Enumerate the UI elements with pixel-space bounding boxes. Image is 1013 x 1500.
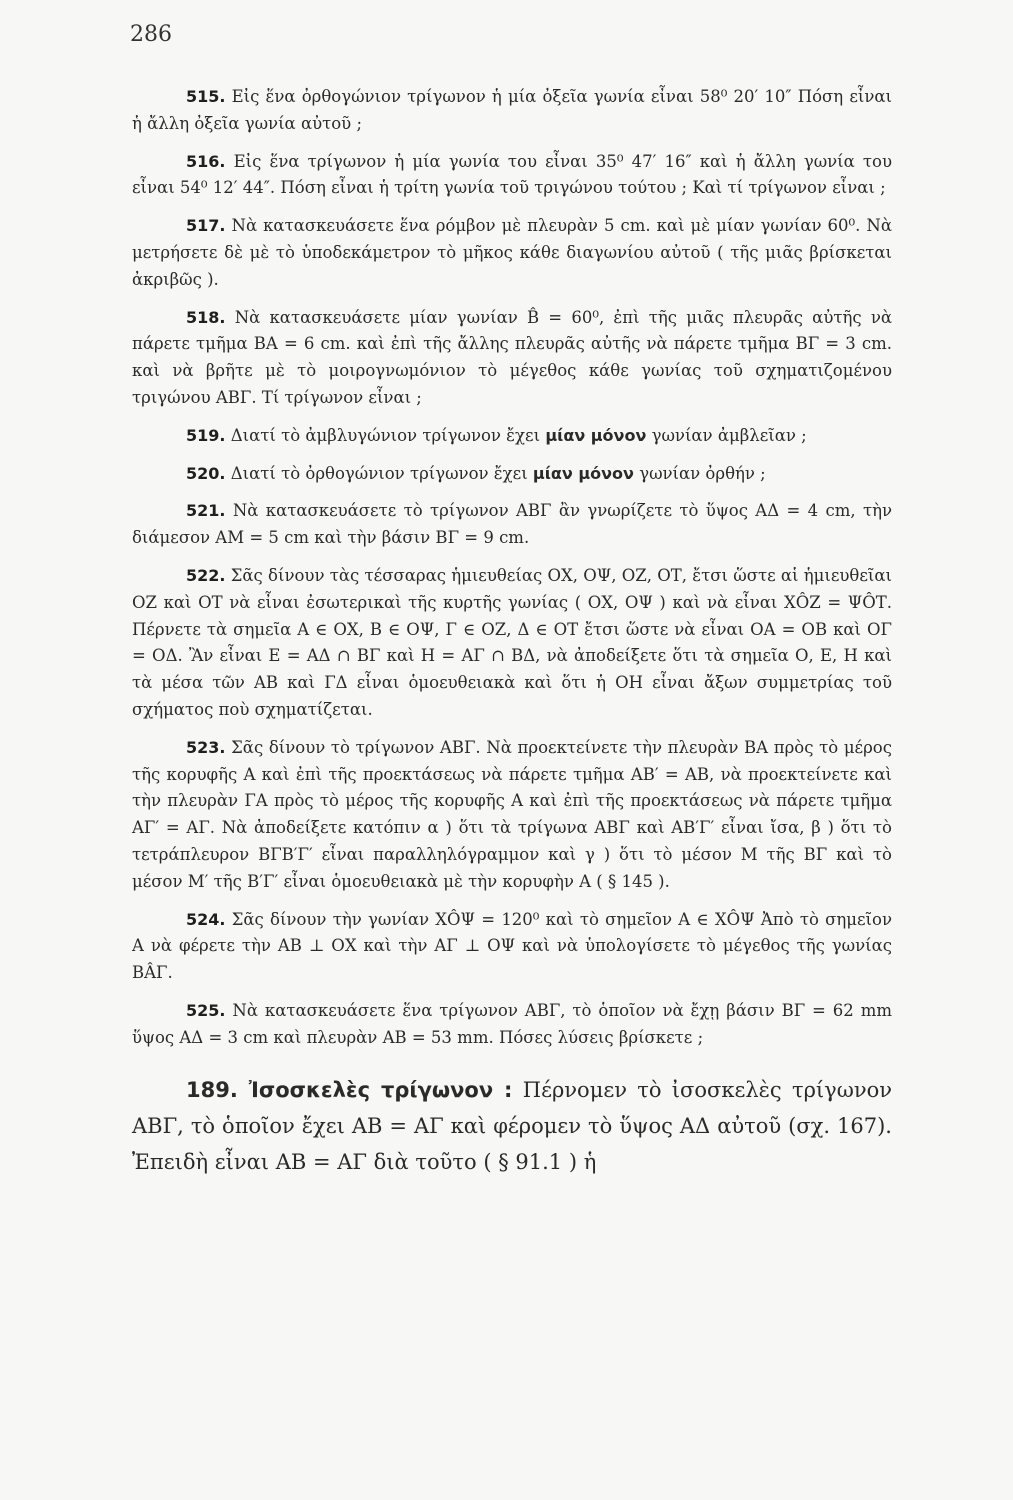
exercise-text: Σᾶς δίνουν τὸ τρίγωνον ΑΒΓ. Νὰ προεκτείνετε τὴν πλευρὰν ΒΑ πρὸς τὸ μέρος τῆς κορυφῆς Α καὶ ἐπὶ τῆς προεκτάσεως νὰ πάρετε τμῆμα ΑΒ′ = ΑΒ, νὰ προεκτείνετε καὶ τὴν πλευρὰν ΓΑ πρὸς τὸ μέρος τῆς κορυφῆς Α καὶ ἐπὶ τῆς προεκτάσεως νὰ πάρετε τμῆμα ΑΓ′ = ΑΓ. Νὰ ἀποδείξετε κατόπιν α ) ὅτι τὰ τρίγωνα ΑΒΓ καὶ ΑΒ′Γ′ εἶναι ἴσα, β ) ὅτι τὸ τετράπλευρον ΒΓΒ′Γ′ εἶναι παραλληλόγραμμον καὶ γ ) ὅτι τὸ μέσον Μ τῆς ΒΓ καὶ τὸ μέσον Μ′ τῆς Β′Γ′ εἶναι ὁμοευθειακὰ μὲ τὴν κορυφὴν Α ( § 145 ). bbox=[132, 737, 892, 891]
exercise-516 bbox=[132, 149, 892, 203]
exercise-522 bbox=[132, 563, 892, 724]
exercise-text: Νὰ κατασκευάσετε ἕνα τρίγωνον ΑΒΓ, τὸ ὁποῖον νὰ ἔχῃ βάσιν ΒΓ = 62 mm ὕψος ΑΔ = 3 cm καὶ πλευρὰν ΑΒ = 53 mm. Πόσες λύσεις βρίσκετε ; bbox=[132, 1000, 892, 1047]
exercise-517 bbox=[132, 213, 892, 293]
exercise-number: 524. bbox=[186, 909, 226, 929]
exercise-number: 515. bbox=[186, 87, 226, 106]
section-text: Πέρνομεν τὸ ἰσοσκελὲς τρίγωνον ΑΒΓ, τὸ ὁποῖον ἔχει ΑΒ = ΑΓ καὶ φέρομεν τὸ ὕψος ΑΔ αὐτοῦ (σχ. 167). Ἐπειδὴ εἶναι ΑΒ = ΑΓ διὰ τοῦτο ( § 91.1 ) ἡ bbox=[132, 1077, 892, 1174]
exercise-text: Νὰ κατασκευάσετε ἕνα ρόμβον μὲ πλευρὰν 5 cm. καὶ μὲ μίαν γωνίαν 60⁰. Νὰ μετρήσετε δὲ μὲ τὸ ὑποδεκάμετρον τὸ μῆκος κάθε διαγωνίου αὐτοῦ ( τῆς μιᾶς βρίσκεται ἀκριβῶς ). bbox=[132, 216, 892, 289]
exercise-text: γωνίαν ἀμβλεῖαν ; bbox=[651, 425, 807, 445]
exercise-524 bbox=[132, 907, 892, 987]
exercise-text: Εἰς ἕνα τρίγωνον ἡ μία γωνία του εἶναι 35⁰ 47′ 16″ καὶ ἡ ἄλλη γωνία του εἶναι 54⁰ 12′ 44″. Πόση εἶναι ἡ τρίτη γωνία τοῦ τριγώνου τούτου ; Καὶ τί τρίγωνον εἶναι ; bbox=[132, 151, 893, 198]
exercise-number: 523. bbox=[186, 737, 226, 757]
exercise-number: 517. bbox=[186, 216, 226, 236]
exercise-text: Εἰς ἕνα ὀρθογώνιον τρίγωνον ἡ μία ὀξεῖα γωνία εἶναι 58⁰ 20′ 10″ Πόση εἶναι ἡ ἄλλη ὀξεῖα γωνία αὐτοῦ ; bbox=[132, 87, 892, 133]
emphasis-text: μίαν μόνον bbox=[545, 425, 647, 445]
section-heading: 189. Ἰσοσκελὲς τρίγωνον : bbox=[186, 1077, 513, 1102]
section-189 bbox=[132, 1072, 892, 1180]
exercise-text: Νὰ κατασκευάσετε τὸ τρίγωνον ΑΒΓ ἂν γνωρίζετε τὸ ὕψος ΑΔ = 4 cm, τὴν διάμεσον ΑΜ = 5 cm καὶ τὴν βάσιν ΒΓ = 9 cm. bbox=[132, 501, 893, 548]
exercise-text: γωνίαν ὀρθήν ; bbox=[639, 463, 766, 483]
exercise-text: Νὰ κατασκευάσετε μίαν γωνίαν B̂ = 60⁰, ἐπὶ τῆς μιᾶς πλευρᾶς αὐτῆς νὰ πάρετε τμῆμα ΒΑ = 6 cm. καὶ ἐπὶ τῆς ἄλλης πλευρᾶς αὐτῆς νὰ πάρετε τμῆμα ΒΓ = 3 cm. καὶ νὰ βρῆτε μὲ τὸ μοιρογνωμόνιον τὸ μέγεθος κάθε γωνίας τοῦ σχηματιζομένου τριγώνου ΑΒΓ. Τί τρίγωνον εἶναι ; bbox=[132, 307, 892, 407]
exercise-text: Διατί τὸ ὀρθογώνιον τρίγωνον ἔχει bbox=[230, 463, 528, 483]
exercise-number: 522. bbox=[186, 565, 226, 585]
exercise-515 bbox=[132, 84, 892, 138]
exercise-519 bbox=[132, 423, 892, 450]
exercise-number: 520. bbox=[186, 463, 226, 483]
exercise-number: 521. bbox=[186, 501, 226, 521]
exercise-number: 525. bbox=[186, 1000, 226, 1020]
page-content bbox=[132, 84, 892, 1201]
exercise-text: Σᾶς δίνουν τὰς τέσσαρας ἡμιευθείας ΟΧ, ΟΨ, ΟΖ, ΟΤ, ἔτσι ὥστε αἱ ἡμιευθεῖαι ΟΖ καὶ ΟΤ νὰ εἶναι ἐσωτερικαὶ τῆς κυρτῆς γωνίας ( ΟΧ, ΟΨ ) καὶ νὰ εἶναι ΧÔΖ = ΨÔΤ. Πέρνετε τὰ σημεῖα Α ∈ ΟΧ, Β ∈ ΟΨ, Γ ∈ ΟΖ, Δ ∈ ΟΤ ἔτσι ὥστε νὰ εἶναι ΟΑ = ΟΒ καὶ ΟΓ = ΟΔ. Ἂν εἶναι Ε = ΑΔ ∩ ΒΓ καὶ Η = ΑΓ ∩ ΒΔ, νὰ ἀποδείξετε ὅτι τὰ σημεῖα Ο, Ε, Η καὶ τὰ μέσα τῶν ΑΒ καὶ ΓΔ εἶναι ὁμοευθειακὰ καὶ ὅτι ἡ ΟΗ εἶναι ἄξων συμμετρίας τοῦ σχήματος ποὺ σχηματίζεται. bbox=[132, 565, 892, 719]
page-number: 286 bbox=[130, 22, 172, 47]
exercise-518 bbox=[132, 305, 892, 412]
exercise-525 bbox=[132, 998, 892, 1052]
exercise-523 bbox=[132, 735, 892, 896]
emphasis-text: μίαν μόνον bbox=[532, 463, 634, 483]
exercise-521 bbox=[132, 498, 892, 552]
exercise-number: 519. bbox=[186, 425, 226, 445]
exercise-text: Σᾶς δίνουν τὴν γωνίαν ΧÔΨ = 120⁰ καὶ τὸ σημεῖον Α ∈ ΧÔΨ Ἀπὸ τὸ σημεῖον Α νὰ φέρετε τὴν ΑΒ ⊥ ΟΧ καὶ τὴν ΑΓ ⊥ ΟΨ καὶ νὰ ὑπολογίσετε τὸ μέγεθος τῆς γωνίας ΒÂΓ. bbox=[132, 909, 892, 983]
exercise-520 bbox=[132, 461, 892, 488]
exercise-text: Διατί τὸ ἀμβλυγώνιον τρίγωνον ἔχει bbox=[230, 425, 541, 445]
exercise-number: 518. bbox=[186, 307, 226, 327]
exercise-number: 516. bbox=[186, 151, 226, 171]
